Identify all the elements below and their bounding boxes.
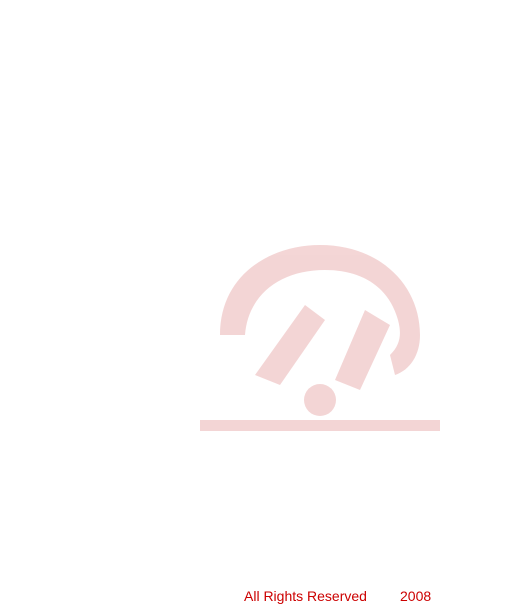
footer-rights: All Rights Reserved <box>244 588 367 604</box>
highlighted-passage <box>10 392 506 444</box>
footer-urdu-note <box>436 586 512 606</box>
article-title <box>0 6 520 42</box>
paragraph-1 <box>30 88 500 290</box>
footer <box>0 584 520 608</box>
article-subheading <box>0 50 520 70</box>
paragraph-3 <box>30 448 500 578</box>
paragraph-2 <box>30 294 500 378</box>
footer-year: 2008 <box>400 588 432 604</box>
watermark-text <box>270 372 470 386</box>
